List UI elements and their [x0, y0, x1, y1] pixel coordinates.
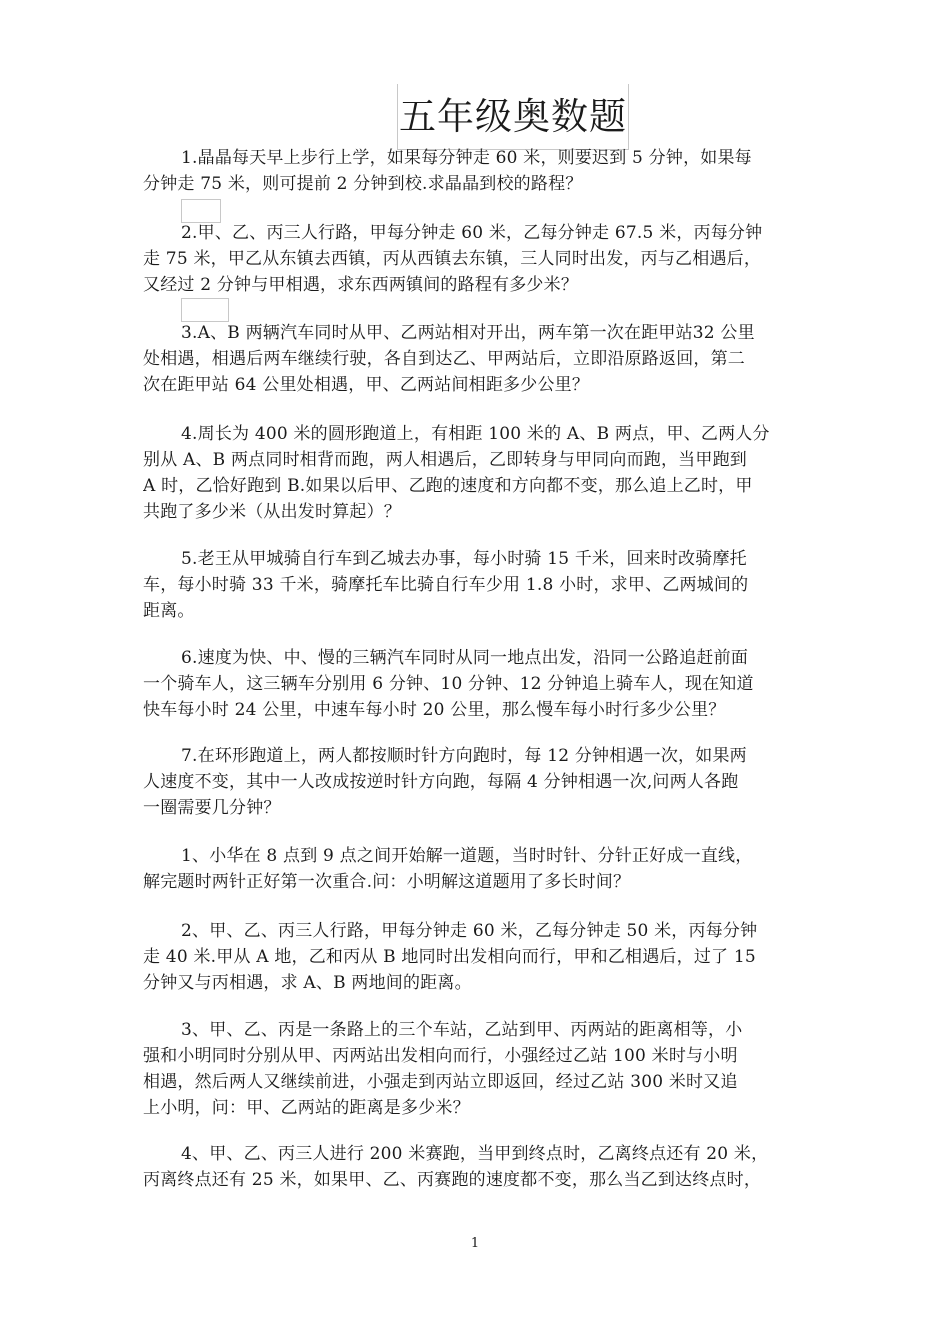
paragraph-line: 走 40 米.甲从 A 地，乙和丙从 B 地同时出发相向而行，甲和乙相遇后，过了 15 [143, 947, 756, 967]
paragraph-line: 3.A、B 两辆汽车同时从甲、乙两站相对开出，两车第一次在距甲站32 公里 [181, 323, 755, 343]
problem-paragraph [143, 1141, 811, 1193]
paragraph-line: 1.晶晶每天早上步行上学，如果每分钟走 60 米，则要迟到 5 分钟，如果每 [181, 148, 752, 168]
paragraph-line: 5.老王从甲城骑自行车到乙城去办事，每小时骑 15 千米，回来时改骑摩托 [181, 549, 747, 569]
paragraph-line: 走 75 米，甲乙从东镇去西镇，丙从西镇去东镇，三人同时出发，丙与乙相遇后， [143, 249, 762, 269]
paragraph-line: 共跑了多少米（从出发时算起）？ [143, 502, 401, 522]
paragraph-line: 强和小明同时分别从甲、丙两站出发相向而行，小强经过乙站 100 米时与小明 [143, 1046, 738, 1066]
paragraph-line: 7.在环形跑道上，两人都按顺时针方向跑时，每 12 分钟相遇一次，如果两 [181, 746, 747, 766]
paragraph-line: A 时，乙恰好跑到 B.如果以后甲、乙跑的速度和方向都不变，那么追上乙时，甲 [143, 476, 753, 496]
problem-paragraph [143, 220, 811, 298]
paragraph-line: 人速度不变，其中一人改成按逆时针方向跑，每隔 4 分钟相遇一次,问两人各跑 [143, 772, 739, 792]
paragraph-line: 2、甲、乙、丙三人行路，甲每分钟走 60 米，乙每分钟走 50 米，丙每分钟 [181, 921, 758, 941]
problem-paragraph [143, 546, 811, 624]
paragraph-line: 又经过 2 分钟与甲相遇，求东西两镇间的路程有多少米？ [143, 275, 579, 295]
paragraph-line: 分钟走 75 米，则可提前 2 分钟到校.求晶晶到校的路程？ [143, 174, 583, 194]
paragraph-line: 分钟又与丙相遇，求 A、B 两地间的距离。 [143, 973, 472, 993]
paragraph-line: 处相遇，相遇后两车继续行驶，各自到达乙、甲两站后，立即沿原路返回，第二 [143, 349, 745, 369]
paragraph-line: 距离。 [143, 601, 195, 621]
paragraph-line: 丙离终点还有 25 米，如果甲、乙、丙赛跑的速度都不变，那么当乙到达终点时， [143, 1170, 762, 1190]
paragraph-line: 相遇，然后两人又继续前进，小强走到丙站立即返回，经过乙站 300 米时又追 [143, 1072, 738, 1092]
problem-paragraph [143, 1017, 811, 1121]
paragraph-line: 4、甲、乙、丙三人进行 200 米赛跑，当甲到终点时，乙离终点还有 20 米， [181, 1144, 769, 1164]
paragraph-line: 6.速度为快、中、慢的三辆汽车同时从同一地点出发，沿同一公路追赶前面 [181, 648, 749, 668]
paragraph-line: 别从 A、B 两点同时相背而跑，两人相遇后，乙即转身与甲同向而跑，当甲跑到 [143, 450, 747, 470]
paragraph-line: 解完题时两针正好第一次重合.问：小明解这道题用了多长时间？ [143, 872, 631, 892]
paragraph-line: 上小明，问：甲、乙两站的距离是多少米？ [143, 1098, 470, 1118]
paragraph-line: 4.周长为 400 米的圆形跑道上，有相距 100 米的 A、B 两点，甲、乙两人分 [181, 424, 770, 444]
paragraph-line: 次在距甲站 64 公里处相遇，甲、乙两站间相距多少公里？ [143, 375, 590, 395]
paragraph-line: 车，每小时骑 33 千米，骑摩托车比骑自行车少用 1.8 小时，求甲、乙两城间的 [143, 575, 749, 595]
problem-paragraph [143, 918, 811, 996]
problem-paragraph [143, 743, 811, 821]
paragraph-line: 一圈需要几分钟？ [143, 798, 281, 818]
problem-paragraph [143, 421, 811, 525]
paragraph-line: 2.甲、乙、丙三人行路，甲每分钟走 60 米，乙每分钟走 67.5 米，丙每分钟 [181, 223, 763, 243]
page-number: 1 [470, 1236, 480, 1251]
problem-paragraph [143, 145, 811, 197]
paragraph-line: 快车每小时 24 公里，中速车每小时 20 公里，那么慢车每小时行多少公里？ [143, 700, 726, 720]
paragraph-line: 3、甲、乙、丙是一条路上的三个车站，乙站到甲、丙两站的距离相等，小 [181, 1020, 743, 1040]
problem-paragraph [143, 320, 811, 398]
empty-frame [181, 298, 229, 322]
paragraph-line: 一个骑车人，这三辆车分别用 6 分钟、10 分钟、12 分钟追上骑车人，现在知道 [143, 674, 754, 694]
problem-paragraph [143, 645, 811, 723]
document-title: 五年级奥数题 [397, 84, 629, 150]
problem-paragraph [143, 843, 811, 895]
paragraph-line: 1、小华在 8 点到 9 点之间开始解一道题，当时时针、分针正好成一直线， [181, 846, 753, 866]
